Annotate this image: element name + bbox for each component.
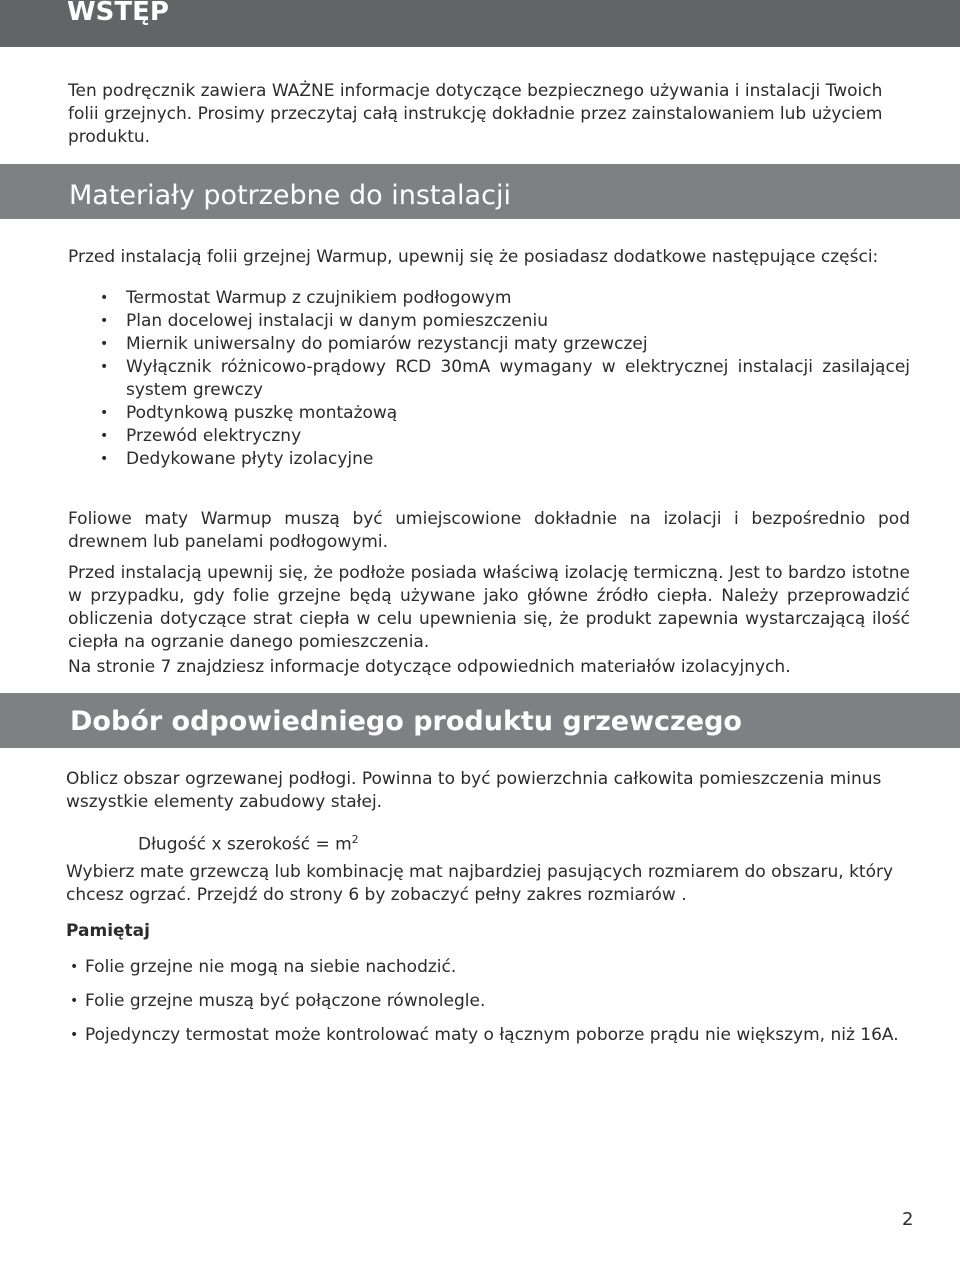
materials-paragraph-2: Przed instalacją upewnij się, że podłoże posiada właściwą izolację termiczną. Jest to bardzo istotne w przypadku, gdy folie grzejne będą używane jako główne źródło ciepła. Należy przeprowadzić obliczenia dotyczące strat ciepła w celu upewnienia się, że produkt zapewnia wystarczającą ilość ciepła na ogrzanie danego pomieszczenia. xyxy=(68,563,910,652)
list-item: • Dedykowane płyty izolacyjne xyxy=(68,448,910,471)
remember-list xyxy=(66,956,926,1047)
list-item: • Wyłącznik różnicowo-prądowy RCD 30mA wymagany w elektrycznej instalacji zasilającej system grewczy xyxy=(68,356,910,402)
list-item: • Miernik uniwersalny do pomiarów rezystancji maty grzewczej xyxy=(68,333,910,356)
list-item: • Plan docelowej instalacji w danym pomieszczeniu xyxy=(68,310,910,333)
section-heading-materials: Materiały potrzebne do instalacji xyxy=(69,180,511,211)
materials-list xyxy=(68,287,910,471)
header-band xyxy=(0,0,960,47)
selection-paragraph-1: Oblicz obszar ogrzewanej podłogi. Powinna to być powierzchnia całkowita pomieszczenia minus wszystkie elementy zabudowy stałej. xyxy=(66,769,882,812)
list-item: • Folie grzejne nie mogą na siebie nachodzić. xyxy=(66,956,926,979)
remember-label: Pamiętaj xyxy=(66,921,150,941)
materials-paragraph-1: Foliowe maty Warmup muszą być umiejscowione dokładnie na izolacji i bezpośrednio pod drewnem lub panelami podłogowymi. xyxy=(68,509,910,552)
list-item: • Pojedynczy termostat może kontrolować maty o łącznym poborze prądu nie większym, niż 16A. xyxy=(66,1024,926,1047)
list-item: • Podtynkową puszkę montażową xyxy=(68,402,910,425)
intro-paragraph: Ten podręcznik zawiera WAŻNE informacje dotyczące bezpiecznego używania i instalacji Twoich folii grzejnych. Prosimy przeczytaj całą instrukcję dokładnie przez zainstalowaniem lub użyciem produktu. xyxy=(68,81,883,147)
formula-text: Długość x szerokość = m xyxy=(138,834,352,855)
formula-exponent: 2 xyxy=(351,833,359,846)
list-item: • Przewód elektryczny xyxy=(68,425,910,448)
list-item: • Folie grzejne muszą być połączone równolegle. xyxy=(66,990,926,1013)
section-band-materials xyxy=(0,164,960,219)
selection-paragraph-2: Wybierz mate grzewczą lub kombinację mat najbardziej pasujących rozmiarem do obszaru, który chcesz ogrzać. Przejdź do strony 6 by zobaczyć pełny zakres rozmiarów . xyxy=(66,862,894,905)
section-heading-selection: Dobór odpowiedniego produktu grzewczego xyxy=(70,706,742,737)
page-title: WSTĘP xyxy=(67,0,169,27)
list-item: • Termostat Warmup z czujnikiem podłogowym xyxy=(68,287,910,310)
materials-paragraph-3: Na stronie 7 znajdziesz informacje dotyczące odpowiednich materiałów izolacyjnych. xyxy=(68,657,791,677)
area-formula xyxy=(138,828,359,857)
section-band-selection xyxy=(0,693,960,748)
page-number: 2 xyxy=(902,1209,914,1230)
materials-lead: Przed instalacją folii grzejnej Warmup, upewnij się że posiadasz dodatkowe następujące części: xyxy=(68,247,879,267)
